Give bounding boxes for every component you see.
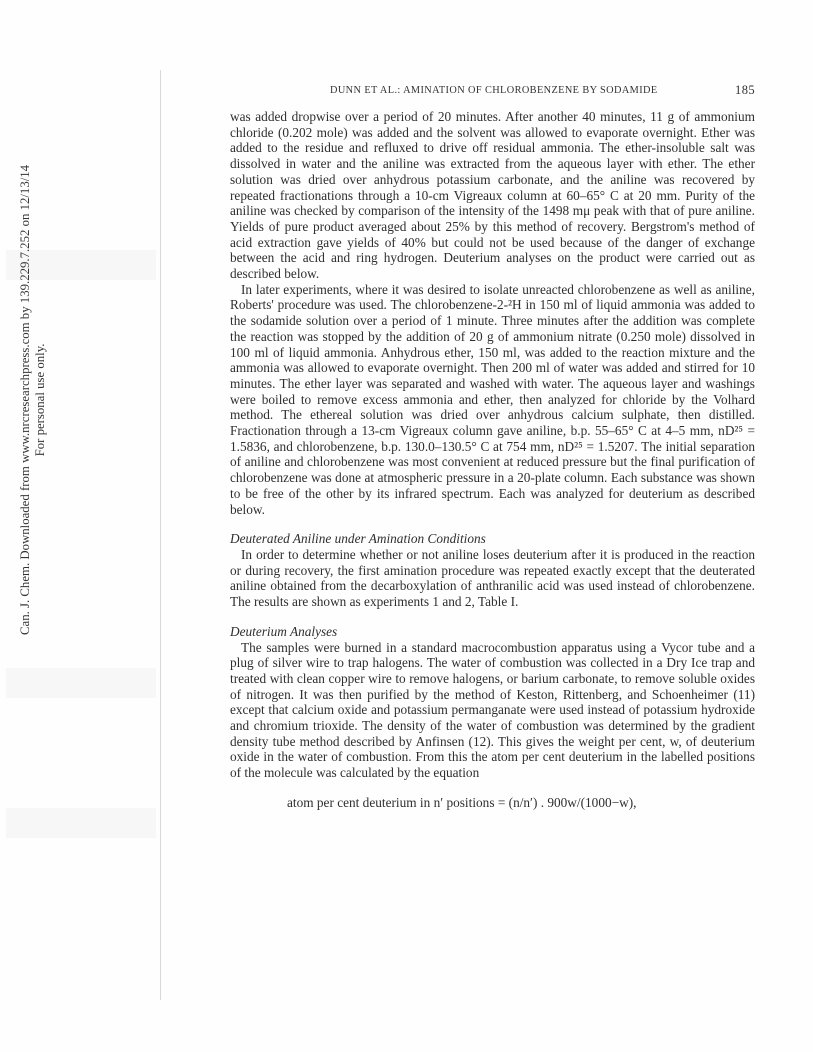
scan-smudge <box>6 808 156 838</box>
gutter-rule <box>160 70 161 1000</box>
watermark-line-2: For personal use only. <box>33 343 47 457</box>
scan-smudge <box>6 668 156 698</box>
running-title: DUNN ET AL.: AMINATION OF CHLOROBENZENE BY SODAMIDE <box>330 85 658 96</box>
watermark-line-1: Can. J. Chem. Downloaded from www.nrcresearchpress.com by 139.229.7.252 on 12/13/14 <box>18 164 32 635</box>
page-number: 185 <box>735 83 755 97</box>
section-heading: Deuterated Aniline under Amination Conditions <box>230 531 486 547</box>
paragraph: The samples were burned in a standard macrocombustion apparatus using a Vycor tube and a plug of silver wire to trap halogens. The water of combustion was collected in a Dry Ice trap and treated with clean copper wire to remove halogens, or barium carbonate, to remove soluble oxides of nitrogen. It was then purified by the method of Keston, Rittenberg, and Schoenheimer (11) except that calcium oxide and potassium permanganate were used instead of potassium hydroxide and chromium trioxide. The density of the water of combustion was determined by the gradient density tube method described by Anfinsen (12). This gives the weight per cent, w, of deuterium oxide in the water of combustion. From this the atom per cent deuterium in the labelled positions of the molecule was calculated by the equation <box>230 639 755 781</box>
section-heading: Deuterium Analyses <box>230 623 338 639</box>
paragraph: In order to determine whether or not aniline loses deuterium after it is produced in the reaction or during recovery, the first amination procedure was repeated exactly except that the deuterated aniline obtained from the decarboxylation of anthranilic acid was used instead of chlorobenzene. The results are shown as experiments 1 and 2, Table I. <box>230 546 755 610</box>
equation: atom per cent deuterium in n′ positions = (n/n′) . 900w/(1000−w), <box>287 794 637 810</box>
paragraph: was added dropwise over a period of 20 minutes. After another 40 minutes, 11 g of ammonium chloride (0.202 mole) was added and the solvent was allowed to evaporate overnight. Ether was added to the residue and refluxed to drive off residual ammonia. The ether-insoluble salt was dissolved in water and the aniline was extracted from the aqueous layer with ether. The ether solution was dried over anhydrous potassium carbonate, and the aniline was recovered by repeated fractionations through a 10-cm Vigreaux column at 60–65° C at 20 mm. Purity of the aniline was checked by comparison of the intensity of the 1498 mμ peak with that of pure aniline. Yields of pure product averaged about 25% by this method of recovery. Bergstrom's method of acid extraction gave yields of 40% but could not be used because of the danger of exchange between the acid and ring hydrogen. Deuterium analyses on the product were carried out as described below. <box>230 109 755 282</box>
running-header <box>230 83 755 99</box>
paragraph: In later experiments, where it was desired to isolate unreacted chlorobenzene as well as aniline, Roberts' procedure was used. The chlorobenzene-2-²H in 150 ml of liquid ammonia was added to the sodamide solution over a period of 1 minute. Three minutes after the addition was complete the reaction was stopped by the addition of 20 g of ammonium nitrate (0.250 mole) dissolved in 100 ml of liquid ammonia. Anhydrous ether, 150 ml, was added to the reaction mixture and the ammonia was allowed to evaporate overnight. Then 200 ml of water was added and stirred for 10 minutes. The ether layer was separated and washed with water. The aqueous layer and washings were boiled to remove excess ammonia and ether, then analyzed for chloride by the Volhard method. The ethereal solution was dried over anhydrous calcium sulphate, then distilled. Fractionation through a 13-cm Vigreaux column gave aniline, b.p. 55–65° C at 4–5 mm, nD²⁵ = 1.5836, and chlorobenzene, b.p. 130.0–130.5° C at 754 mm, nD²⁵ = 1.5207. The initial separation of aniline and chlorobenzene was most convenient at reduced pressure but the final purification of chlorobenzene was done at atmospheric pressure in a 20-plate column. Each substance was shown to be free of the other by its infrared spectrum. Each was analyzed for deuterium as described below. <box>230 281 755 517</box>
article-body <box>230 109 755 811</box>
